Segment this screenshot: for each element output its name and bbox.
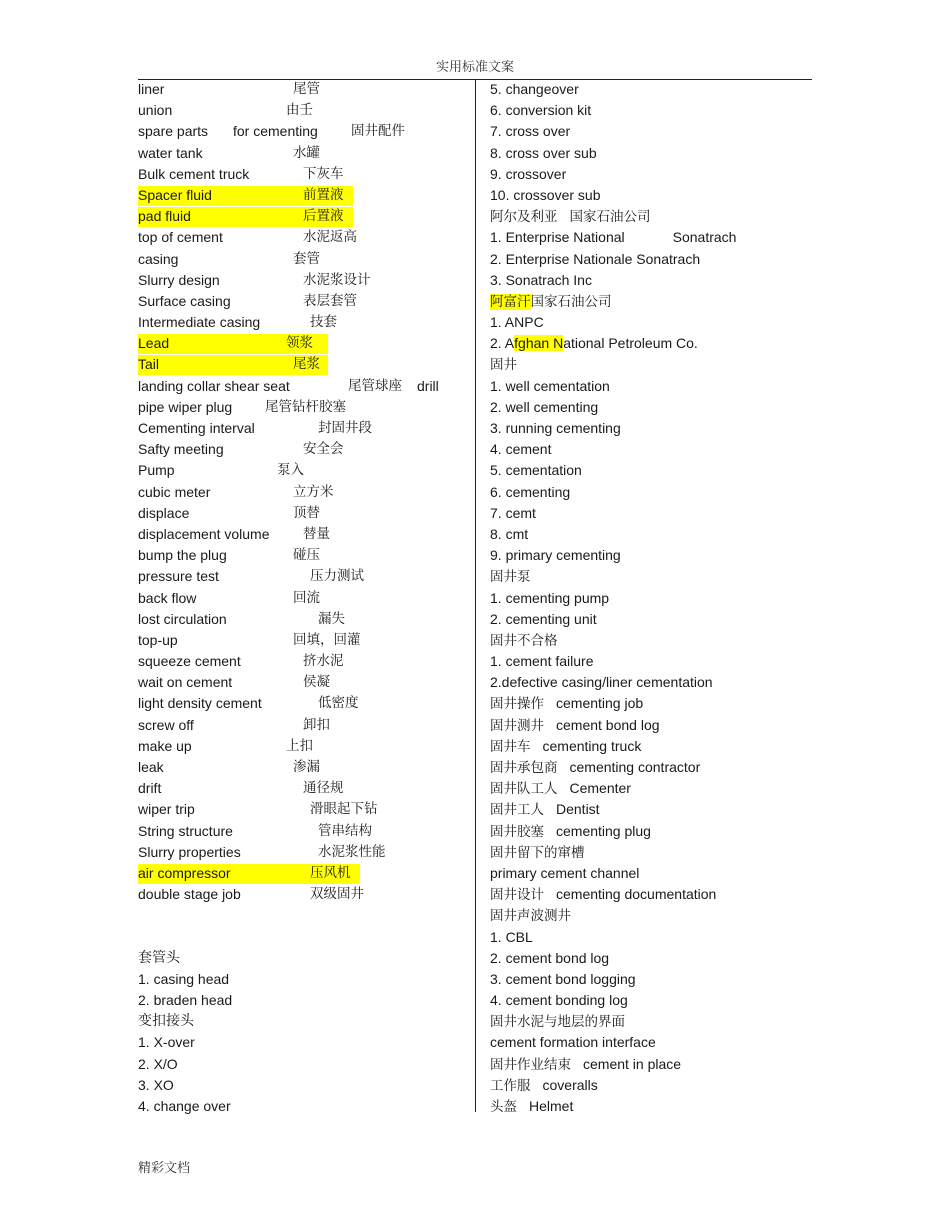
term-chinese: 挤水泥 <box>303 653 344 670</box>
term-chinese: 尾浆 <box>293 356 320 373</box>
term-primary: 固井不合格 <box>490 632 558 649</box>
right-term-row <box>490 101 810 122</box>
term-primary: 固井胶塞 <box>490 823 544 840</box>
term-chinese: 套管 <box>293 250 320 267</box>
term-english: spare parts <box>138 123 209 140</box>
term-chinese: 水泥浆设计 <box>303 271 371 288</box>
right-term-row <box>490 928 810 949</box>
term-english: double stage job <box>138 886 241 903</box>
term-english: Safty meeting <box>138 441 224 458</box>
term-english: light density cement <box>138 695 262 712</box>
term-chinese: 泵入 <box>277 462 304 479</box>
right-term-row <box>490 398 810 419</box>
right-term-row <box>490 546 810 567</box>
term-english: 套管头 <box>138 949 180 966</box>
left-term-row <box>138 271 468 292</box>
right-term-row <box>490 440 810 461</box>
left-term-row <box>138 1076 468 1097</box>
left-term-row <box>138 949 468 970</box>
term-primary: 1. cement failure <box>490 653 594 670</box>
term-primary: 10. crossover sub <box>490 186 601 203</box>
term-primary: 固井承包商 <box>490 760 558 776</box>
term-english: leak <box>138 759 164 775</box>
left-term-row <box>138 461 468 482</box>
right-term-row <box>490 822 810 843</box>
left-term-row <box>138 101 468 122</box>
right-term-row <box>490 758 810 779</box>
term-english: pad fluid <box>138 208 191 225</box>
term-secondary: 国家石油公司 <box>530 293 612 310</box>
term-primary: 1. well cementation <box>490 377 610 394</box>
right-term-row <box>490 419 810 440</box>
term-chinese: 封固井段 <box>318 420 372 436</box>
right-term-row <box>490 165 810 186</box>
term-chinese: 固井配件 <box>351 123 405 140</box>
left-term-row <box>138 122 468 143</box>
term-english: displacement volume <box>138 525 270 542</box>
term-secondary: coveralls <box>542 1076 598 1093</box>
term-chinese: 技套 <box>310 314 337 331</box>
term-primary: 9. crossover <box>490 165 567 182</box>
left-term-row <box>138 144 468 165</box>
term-english: Surface casing <box>138 292 231 309</box>
term-primary: 阿尔及利亚 <box>490 209 558 226</box>
right-term-row <box>490 673 810 694</box>
term-english: top of cement <box>138 229 223 246</box>
term-english: Pump <box>138 462 175 479</box>
term-english: cubic meter <box>138 483 211 500</box>
term-english: Slurry design <box>138 271 220 288</box>
term-primary: 固井留下的窜槽 <box>490 844 585 861</box>
term-secondary: Cementer <box>569 780 631 797</box>
term-chinese: 安全会 <box>303 441 344 458</box>
term-primary: 1. Enterprise National <box>490 229 625 246</box>
term-primary: 7. cemt <box>490 504 536 521</box>
right-term-row <box>490 525 810 546</box>
term-chinese: 管串结构 <box>318 822 372 839</box>
left-term-row <box>138 885 468 906</box>
right-term-row <box>490 800 810 821</box>
term-secondary: cementing contractor <box>569 759 701 775</box>
term-english: pipe wiper plug <box>138 398 233 415</box>
term-english: 1. casing head <box>138 970 230 987</box>
right-term-row <box>490 144 810 165</box>
left-term-row <box>138 779 468 800</box>
term-primary: 9. primary cementing <box>490 547 621 564</box>
left-term-row <box>138 822 468 843</box>
term-english: back flow <box>138 589 197 606</box>
term-chinese: 表层套管 <box>303 292 357 309</box>
term-english: drift <box>138 780 162 797</box>
right-term-row <box>490 1033 810 1054</box>
term-chinese: 后置液 <box>303 208 344 225</box>
term-chinese: 通径规 <box>303 780 344 797</box>
right-term-row <box>490 377 810 398</box>
term-english: top-up <box>138 631 178 648</box>
left-term-row <box>138 483 468 504</box>
term-secondary: Helmet <box>529 1098 574 1114</box>
term-chinese: 双级固井 <box>310 886 364 903</box>
left-term-row <box>138 567 468 588</box>
left-term-row <box>138 1055 468 1076</box>
right-term-row <box>490 716 810 737</box>
left-term-row <box>138 652 468 673</box>
term-english: air compressor <box>138 864 231 881</box>
term-english: liner <box>138 81 165 97</box>
term-primary: 1. cementing pump <box>490 589 610 606</box>
term-secondary: ational Petroleum Co. <box>563 335 698 352</box>
term-english: Slurry properties <box>138 843 241 860</box>
term-secondary: cementing truck <box>542 737 642 754</box>
right-term-row <box>490 843 810 864</box>
term-chinese: 水泥浆性能 <box>318 843 386 860</box>
right-term-row <box>490 228 810 249</box>
left-term-row <box>138 737 468 758</box>
right-term-row <box>490 1055 810 1076</box>
term-secondary: cement in place <box>583 1055 682 1072</box>
right-term-row <box>490 122 810 143</box>
term-secondary: cement bond log <box>556 716 660 733</box>
left-term-row <box>138 631 468 652</box>
right-term-row <box>490 885 810 906</box>
term-english: 2. X/O <box>138 1055 178 1072</box>
right-term-row <box>490 292 810 313</box>
term-english: pressure test <box>138 568 219 585</box>
right-term-row <box>490 334 810 355</box>
term-chinese: 卸扣 <box>303 716 330 733</box>
left-term-row <box>138 355 468 376</box>
left-term-row <box>138 398 468 419</box>
term-english: casing <box>138 250 179 267</box>
term-chinese: 下灰车 <box>303 165 344 182</box>
left-term-row <box>138 377 468 398</box>
left-term-row <box>138 970 468 991</box>
column-divider <box>475 79 476 1112</box>
term-english: Lead <box>138 335 170 352</box>
term-english: Tail <box>138 356 160 373</box>
right-term-row <box>490 1097 810 1118</box>
term-chinese: 由壬 <box>286 102 313 119</box>
term-english: 3. XO <box>138 1076 174 1093</box>
term-english: wait on cement <box>138 674 233 691</box>
term-english-tail: drill <box>417 377 439 394</box>
term-primary: 6. cementing <box>490 483 571 500</box>
term-english: 变扣接头 <box>138 1013 194 1030</box>
right-term-row <box>490 864 810 885</box>
term-primary: 5. cementation <box>490 462 582 479</box>
term-primary: 固井操作 <box>490 696 544 713</box>
term-chinese: 领浆 <box>286 335 313 352</box>
term-chinese: 压风机 <box>310 864 351 881</box>
term-primary: 固井工人 <box>490 802 544 819</box>
term-primary: 头盔 <box>490 1099 517 1115</box>
right-term-row <box>490 355 810 376</box>
term-chinese: 前置液 <box>303 186 344 203</box>
right-term-row <box>490 949 810 970</box>
right-term-row <box>490 186 810 207</box>
term-english: 1. X-over <box>138 1034 195 1051</box>
left-term-row <box>138 610 468 631</box>
left-column <box>138 80 468 1118</box>
term-primary: 2. A <box>490 335 515 352</box>
left-term-row <box>138 716 468 737</box>
term-primary: 阿富汗 <box>490 293 531 310</box>
left-term-row <box>138 1012 468 1033</box>
term-chinese: 水罐 <box>293 144 320 161</box>
term-primary: 3. cement bond logging <box>490 970 636 987</box>
left-term-row <box>138 928 468 949</box>
page-footer: 精彩文档 <box>138 1161 191 1176</box>
left-term-row <box>138 546 468 567</box>
left-term-row <box>138 1033 468 1054</box>
right-term-row <box>490 207 810 228</box>
term-english: make up <box>138 737 192 754</box>
term-primary: 1. CBL <box>490 928 533 945</box>
term-secondary: cementing documentation <box>556 886 717 903</box>
term-secondary: 国家石油公司 <box>569 209 651 226</box>
right-term-row <box>490 504 810 525</box>
term-primary: 固井测井 <box>490 717 544 734</box>
term-chinese: 侯凝 <box>303 674 330 691</box>
term-primary: 工作服 <box>490 1077 531 1094</box>
term-primary: 8. cmt <box>490 525 529 542</box>
term-english: Bulk cement truck <box>138 165 250 182</box>
left-term-row <box>138 1097 468 1118</box>
right-term-row <box>490 991 810 1012</box>
left-term-row <box>138 440 468 461</box>
term-english: 4. change over <box>138 1098 231 1114</box>
term-english: Cementing interval <box>138 420 255 436</box>
left-term-row <box>138 864 468 885</box>
term-chinese: 低密度 <box>318 695 359 712</box>
left-term-row <box>138 334 468 355</box>
right-term-row <box>490 313 810 334</box>
right-term-row <box>490 567 810 588</box>
left-term-row <box>138 292 468 313</box>
right-term-row <box>490 483 810 504</box>
left-term-row <box>138 186 468 207</box>
term-primary: 固井设计 <box>490 887 544 904</box>
term-chinese: 碰压 <box>293 547 320 564</box>
right-term-row <box>490 80 810 101</box>
right-term-row <box>490 589 810 610</box>
term-primary: 2. Enterprise Nationale Sonatrach <box>490 250 701 267</box>
term-english: 2. braden head <box>138 992 233 1009</box>
left-term-row <box>138 758 468 779</box>
term-secondary: Dentist <box>556 801 600 818</box>
term-english: screw off <box>138 716 194 733</box>
term-chinese: 漏失 <box>318 610 345 627</box>
term-primary: 固井队工人 <box>490 781 558 798</box>
term-english: bump the plug <box>138 547 227 564</box>
left-term-row <box>138 165 468 186</box>
right-term-row <box>490 737 810 758</box>
page-header: 实用标准文案 <box>435 60 514 75</box>
term-english: landing collar shear seat <box>138 377 290 394</box>
term-chinese: 立方米 <box>293 483 334 500</box>
left-term-row <box>138 673 468 694</box>
term-chinese: 回流 <box>293 589 320 606</box>
term-primary: 2. cement bond log <box>490 949 610 966</box>
term-chinese: 回填，回灌 <box>293 631 361 648</box>
right-term-row <box>490 694 810 715</box>
term-english: String structure <box>138 822 233 839</box>
left-term-row <box>138 504 468 525</box>
term-primary: 1. ANPC <box>490 314 544 331</box>
term-primary: 3. running cementing <box>490 420 621 436</box>
term-primary: 2. cementing unit <box>490 610 597 627</box>
term-chinese: 顶替 <box>293 504 320 521</box>
right-term-row <box>490 461 810 482</box>
term-primary: 固井声波测井 <box>490 908 571 925</box>
term-primary: primary cement channel <box>490 864 640 881</box>
term-secondary: cementing job <box>556 695 644 712</box>
left-term-row <box>138 906 468 927</box>
term-primary: 2.defective casing/liner cementation <box>490 674 713 691</box>
left-term-row <box>138 250 468 271</box>
left-term-row <box>138 589 468 610</box>
term-primary: 3. Sonatrach Inc <box>490 271 592 288</box>
right-term-row <box>490 631 810 652</box>
term-primary: cement formation interface <box>490 1034 656 1051</box>
left-term-row <box>138 228 468 249</box>
left-term-row <box>138 313 468 334</box>
term-primary: 2. well cementing <box>490 398 599 415</box>
term-chinese: 尾管球座 <box>348 377 402 394</box>
term-chinese: 替量 <box>303 525 330 542</box>
right-term-row <box>490 779 810 800</box>
left-term-row <box>138 525 468 546</box>
term-primary: 固井车 <box>490 738 531 755</box>
term-english: union <box>138 102 173 119</box>
term-primary: 固井 <box>490 357 517 374</box>
term-primary: 4. cement bonding log <box>490 992 628 1009</box>
term-primary: 8. cross over sub <box>490 144 597 161</box>
term-primary: 固井泵 <box>490 569 531 586</box>
term-chinese: 压力测试 <box>310 568 364 585</box>
right-term-row <box>490 652 810 673</box>
term-chinese: 水泥返高 <box>303 229 357 246</box>
term-secondary: Sonatrach <box>672 229 737 246</box>
left-term-row <box>138 419 468 440</box>
term-chinese: 尾管 <box>293 81 320 97</box>
right-column <box>490 80 810 1118</box>
term-primary: 固井作业结束 <box>490 1056 571 1073</box>
left-term-row <box>138 694 468 715</box>
term-primary: 5. changeover <box>490 81 579 97</box>
term-secondary: fghan N <box>514 335 564 352</box>
left-term-row <box>138 800 468 821</box>
left-term-row <box>138 843 468 864</box>
term-secondary: cementing plug <box>556 822 651 839</box>
term-english: squeeze cement <box>138 653 241 670</box>
term-chinese: 滑眼起下钻 <box>310 801 378 818</box>
term-primary: 固井水泥与地层的界面 <box>490 1014 625 1031</box>
term-english: wiper trip <box>138 801 195 818</box>
term-primary: 7. cross over <box>490 123 571 140</box>
term-primary: 6. conversion kit <box>490 102 592 119</box>
left-term-row <box>138 80 468 101</box>
term-english: water tank <box>138 144 203 161</box>
right-term-row <box>490 1076 810 1097</box>
term-english: displace <box>138 504 190 521</box>
right-term-row <box>490 906 810 927</box>
left-term-row <box>138 207 468 228</box>
term-english: Spacer fluid <box>138 186 212 203</box>
right-term-row <box>490 1012 810 1033</box>
right-term-row <box>490 250 810 271</box>
term-english-extra: for cementing <box>233 123 318 140</box>
term-chinese: 尾管钻杆胶塞 <box>265 398 346 415</box>
term-primary: 4. cement <box>490 441 552 458</box>
right-term-row <box>490 610 810 631</box>
right-term-row <box>490 970 810 991</box>
right-term-row <box>490 271 810 292</box>
term-english: Intermediate casing <box>138 314 261 331</box>
term-chinese: 上扣 <box>286 737 313 754</box>
term-chinese: 渗漏 <box>293 759 320 775</box>
term-english: lost circulation <box>138 610 227 627</box>
left-term-row <box>138 991 468 1012</box>
